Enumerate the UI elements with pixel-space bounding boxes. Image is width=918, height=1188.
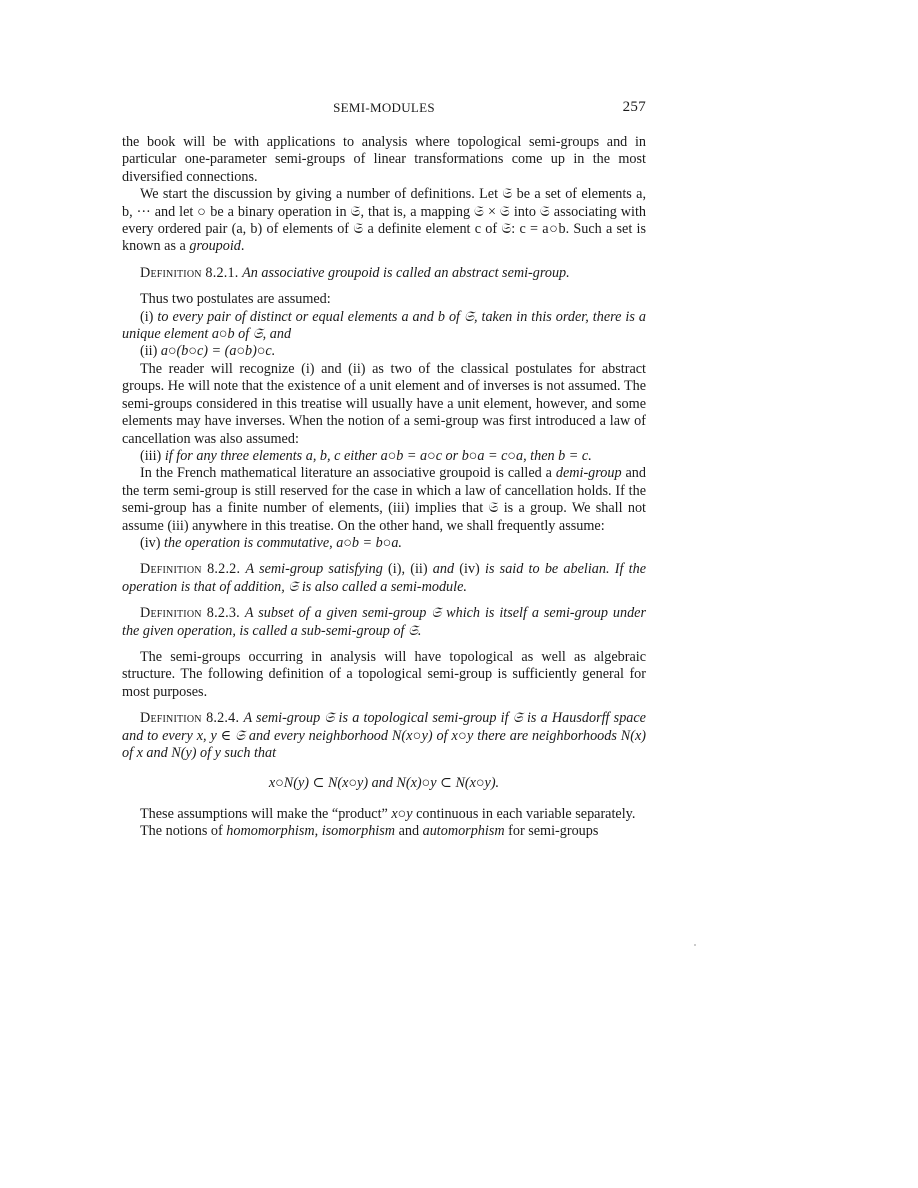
- text-run: and: [395, 823, 423, 840]
- definition-label: Definition 8.2.1.: [140, 264, 239, 281]
- postulate-label: (iii): [140, 447, 165, 464]
- definition-8-2-1: [122, 265, 646, 282]
- paragraph: the book will be with applications to analysis where topological semi-groups and in particular one-parameter semi-groups of linear transformations come up in the most diversified connections.: [122, 134, 646, 185]
- postulate-ii: [122, 343, 646, 360]
- paragraph: Thus two postulates are assumed:: [140, 291, 331, 308]
- emphasis: isomorphism: [321, 823, 396, 840]
- definition-text: is said to be abelian. If the operation is that of addition, 𝔖 is also called a semi-module.: [122, 561, 646, 595]
- emphasis: demi-group: [555, 465, 622, 482]
- postulate-label: (iv): [140, 534, 165, 551]
- paragraph: [122, 823, 646, 840]
- postulate-iv: [122, 535, 646, 552]
- text-run: and the term semi-group is still reserved for the case in which a law of cancellation holds. If the semi-group has a finite number of elements, (iii) implies that 𝔖 is a group. We shall not assume (iii) anywhere in this treatise. On the other hand, we shall frequently assume:: [122, 465, 646, 534]
- emphasis: automorphism: [422, 823, 505, 840]
- postulate-text: if for any three elements a, b, c either a○b = a○c or b○a = c○a, then b = c.: [164, 447, 592, 464]
- postulate-text: to every pair of distinct or equal elements a and b of 𝔖, taken in this order, there is a unique element a○b of 𝔖, and: [122, 308, 646, 343]
- postulate-label: (i): [140, 308, 158, 325]
- definition-label: Definition 8.2.4.: [140, 710, 240, 727]
- emphasis: homomorphism: [226, 823, 315, 840]
- paragraph: The semi-groups occurring in analysis will have topological as well as algebraic structure. The following definition of a topological semi-group is sufficiently general for most purposes.: [122, 648, 646, 700]
- scan-speck: [694, 944, 696, 946]
- chapter-title: SEMI-MODULES: [333, 100, 435, 115]
- definition-8-2-2: [122, 561, 646, 596]
- text-run: In the French mathematical literature an associative groupoid is called a: [140, 465, 556, 482]
- text-run: These assumptions will make the “product”: [140, 805, 392, 822]
- postulate-label: (ii): [140, 343, 161, 360]
- definition-text: An associative groupoid is called an abstract semi-group.: [242, 264, 570, 281]
- text-run: (iv): [454, 561, 485, 578]
- running-header: [122, 100, 646, 120]
- definition-8-2-4: [122, 710, 646, 762]
- definition-text: and: [432, 561, 455, 578]
- postulate-text: the operation is commutative, a○b = b○a.: [164, 534, 402, 551]
- page-body: [122, 134, 646, 841]
- definition-label: Definition 8.2.2.: [140, 561, 241, 578]
- definition-text: A semi-group 𝔖 is a topological semi-group if 𝔖 is a Hausdorff space and to every x, y ∈ 𝔖 and every neighborhood N(x○y) of x○y there are neighborhoods N(x) of x and N(y) of y such that: [122, 710, 646, 761]
- text-run: .: [240, 238, 245, 255]
- emphasis: groupoid: [189, 238, 241, 255]
- definition-label: Definition 8.2.3.: [140, 605, 240, 622]
- text-run: continuous in each variable separately.: [412, 805, 636, 822]
- text-run: We start the discussion by giving a number of definitions. Let 𝔖 be a set of elements a, b, ··· and let ○ be a binary operation in 𝔖, that is, a mapping 𝔖 × 𝔖 into 𝔖 associating with every ordered pair (a, b) of elements of 𝔖 a definite element c of 𝔖: c = a○b. Such a set is known as a: [122, 186, 646, 255]
- text-run: (i), (ii): [382, 561, 433, 578]
- text-run: for semi-groups: [504, 823, 599, 840]
- paragraph: [122, 465, 646, 535]
- emphasis: x○y: [391, 805, 413, 822]
- definition-8-2-3: [122, 605, 646, 640]
- postulate-text: a○(b○c) = (a○b)○c.: [160, 343, 276, 360]
- definition-text: A subset of a given semi-group 𝔖 which is itself a semi-group under the given operation, is called a sub-semi-group of 𝔖.: [122, 605, 646, 639]
- postulate-iii: [122, 448, 646, 465]
- text-run: ,: [314, 823, 322, 840]
- paragraph: [122, 186, 646, 256]
- display-formula: x○N(y) ⊂ N(x○y) and N(x)○y ⊂ N(x○y).: [268, 775, 500, 792]
- paragraph: [122, 806, 646, 823]
- paragraph: The reader will recognize (i) and (ii) as two of the classical postulates for abstract groups. He will note that the existence of a unit element and of inverses is not assumed. The semi-groups considered in this treatise will usually have a unit element, however, and some elements may have inverses. When the notion of a semi-group was first introduced a law of cancellation was also assumed:: [122, 360, 646, 447]
- postulate-i: [122, 309, 646, 344]
- definition-text: A semi-group satisfying: [245, 561, 383, 578]
- text-run: The notions of: [140, 823, 227, 840]
- page-number: 257: [622, 99, 646, 115]
